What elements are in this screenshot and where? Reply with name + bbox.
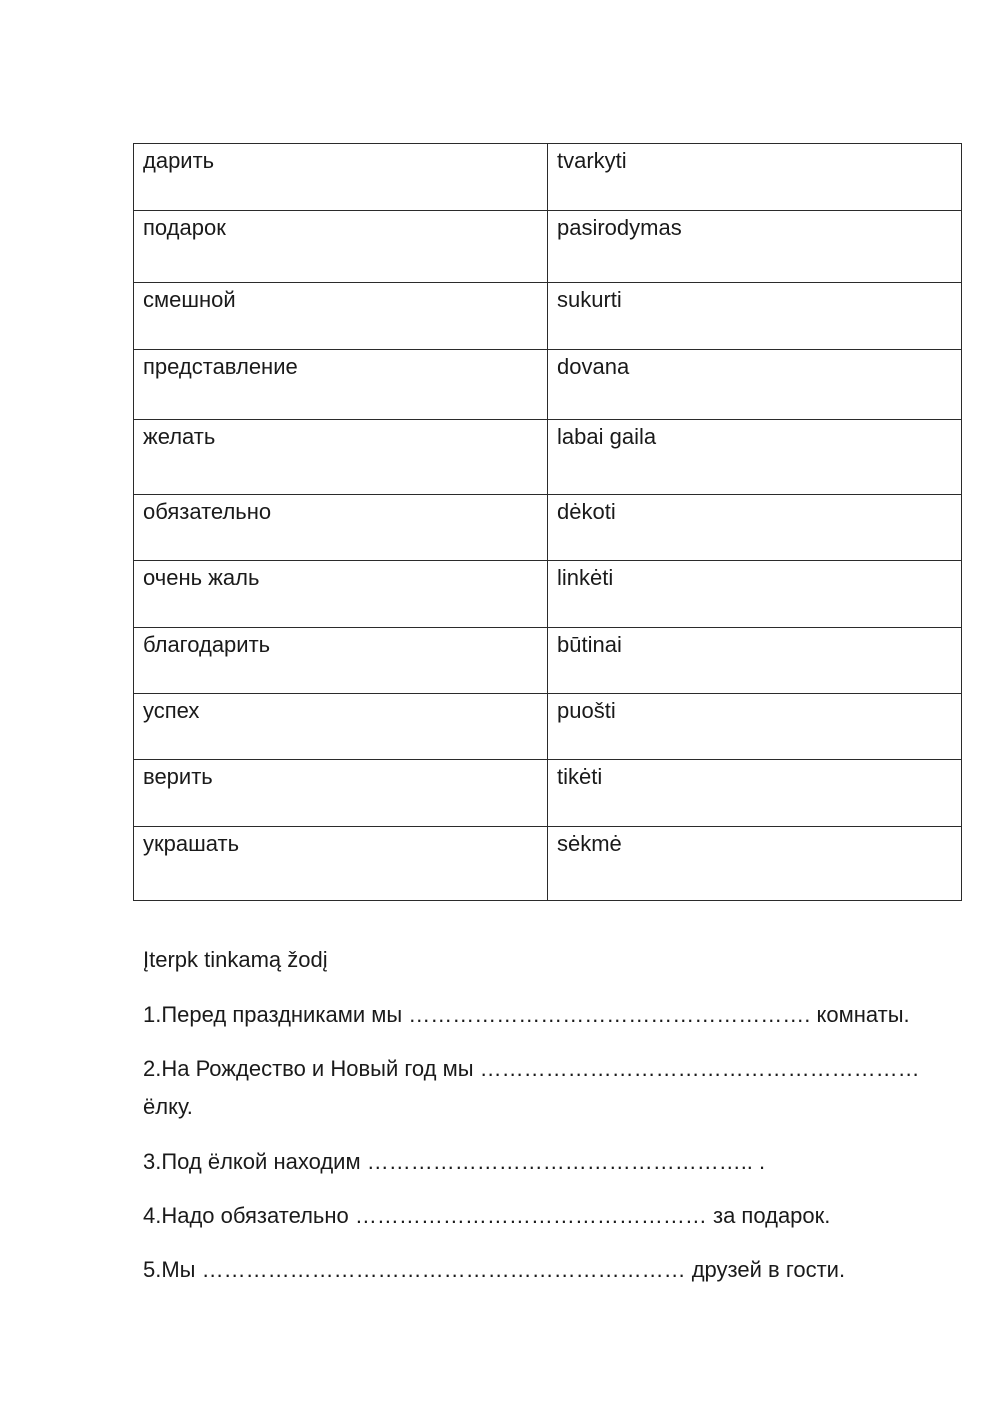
russian-word-cell: верить — [134, 760, 548, 827]
russian-word-cell: представление — [134, 350, 548, 420]
table-row — [134, 561, 962, 628]
russian-word-cell: очень жаль — [134, 561, 548, 628]
lithuanian-word-cell: sėkmė — [548, 827, 962, 901]
table-row — [134, 283, 962, 350]
exercise-sentence-4: 4.Надо обязательно ………………………………………… за подарок. — [143, 1203, 831, 1228]
russian-word-cell: желать — [134, 420, 548, 495]
russian-word-cell: успех — [134, 694, 548, 760]
lithuanian-word-cell: dėkoti — [548, 495, 962, 561]
table-row — [134, 495, 962, 561]
lithuanian-word-cell: linkėti — [548, 561, 962, 628]
russian-word-cell: обязательно — [134, 495, 548, 561]
exercise-sentence-1: 1.Перед праздниками мы ………………………………………………. комнаты. — [143, 1002, 910, 1027]
table-row — [134, 694, 962, 760]
russian-word-cell: дарить — [134, 144, 548, 211]
vocabulary-table — [133, 143, 962, 901]
table-row — [134, 420, 962, 495]
lithuanian-word-cell: dovana — [548, 350, 962, 420]
lithuanian-word-cell: labai gaila — [548, 420, 962, 495]
table-row — [134, 760, 962, 827]
russian-word-cell: украшать — [134, 827, 548, 901]
lithuanian-word-cell: sukurti — [548, 283, 962, 350]
exercise-title: Įterpk tinkamą žodį — [143, 947, 328, 972]
table-row — [134, 211, 962, 283]
lithuanian-word-cell: tvarkyti — [548, 144, 962, 211]
table-row — [134, 628, 962, 694]
russian-word-cell: смешной — [134, 283, 548, 350]
lithuanian-word-cell: tikėti — [548, 760, 962, 827]
exercise-sentence-2: 2.На Рождество и Новый год мы …………………………………………………… ёлку. — [143, 1056, 920, 1119]
table-row — [134, 144, 962, 211]
table-row — [134, 827, 962, 901]
exercise-sentence-3: 3.Под ёлкой находим …………………………………………….. . — [143, 1149, 766, 1174]
lithuanian-word-cell: būtinai — [548, 628, 962, 694]
lithuanian-word-cell: pasirodymas — [548, 211, 962, 283]
russian-word-cell: подарок — [134, 211, 548, 283]
russian-word-cell: благодарить — [134, 628, 548, 694]
lithuanian-word-cell: puošti — [548, 694, 962, 760]
exercise-sentence-5: 5.Мы ………………………………………………………… друзей в гости. — [143, 1257, 846, 1282]
table-row — [134, 350, 962, 420]
